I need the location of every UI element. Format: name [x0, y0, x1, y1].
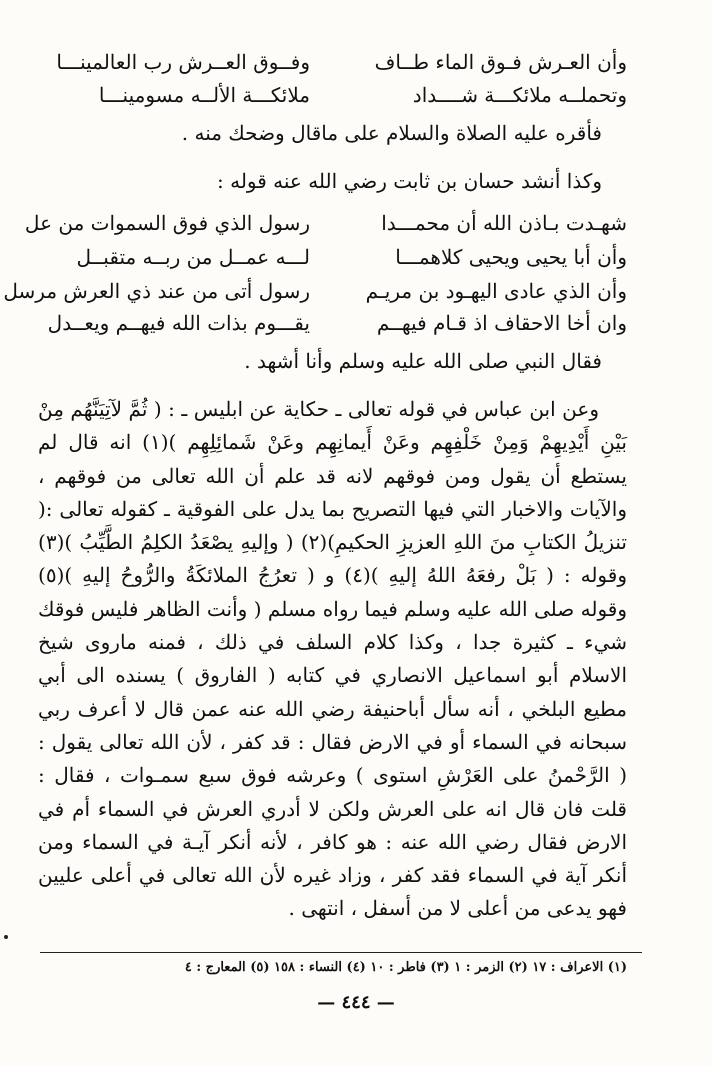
- footnotes: (١) الاعراف : ١٧ (٢) الزمر : ١ (٣) فاطر : ١٠ (٤) النساء : ١٥٨ (٥) المعارج : ٤: [184, 960, 627, 975]
- verse-second-hemistich: يقـــوم بذات الله فيهــم ويعــدل: [47, 311, 310, 335]
- footnote-divider: [40, 952, 642, 953]
- poem-verse: [47, 307, 627, 339]
- page-number: — ٤٤٤ —: [317, 992, 395, 1013]
- verse-first-hemistich: وتحملــه ملائكـــة شــــداد: [412, 83, 627, 107]
- verse-first-hemistich: وان أخا الاحقاف اذ قـام فيهــم: [376, 311, 627, 335]
- body-paragraph: وعن ابن عباس في قوله تعالى ـ حكاية عن ابليس ـ : ( ثُمَّ لآتِيَنَّهُم مِنْ بَيْنِ أَيْدِيهِمْ وَمِنْ خَلْفِهِم وعَنْ أَيمانِهِم وعَنْ شَمائِلِهِم )(١) انه قال لم يستطع أن يقول ومن فوقهم لانه قد علم أن الله تعالى من فوقهم ، والآيات والاخبار التي فيها التصريح بما يدل على الفوقية ـ كقوله تعالى :( تنزيلُ الكتابِ منَ اللهِ العزيزِ الحكيمِ)(٢) ( وإليهِ يصْعَدُ الكلِمُ الطَّيِّبُ )(٣) وقوله : ( بَلْ رفعَهُ اللهُ إليهِ )(٤) و ( تعرُجُ الملائكَةُ والرُّوحُ إليهِ )(٥) وقوله صلى الله عليه وسلم فيما رواه مسلم ( وأنت الظاهر فليس فوقك شيء ـ كثيرة جدا ، وكذا كلام السلف في ذلك ، فمنه ماروى شيخ الاسلام أبو اسماعيل الانصاري في كتابه ( الفاروق ) يسنده الى أبي مطيع البلخي ، أنه سأل أباحنيفة رضي الله عنه عمن قال لا أعرف ربي سبحانه في السماء أو في الارض فقال : قد كفر ، لأن الله تعالى يقول : ( الرَّحْمنُ على العَرْشِ استوى ) وعرشه فوق سبع سمـوات ، فقال : قلت فان قال انه على العرش ولكن لا أدري العرش في السماء أم في الارض فقال رضي الله عنه : هو كافر ، لأنه أنكر آيـة في السماء ومن أنكر آية في السماء فقد كفر ، وزاد غيره لأن الله تعالى في أعلى عليين فهو يدعى من أعلى لا من أسفل ، انتهى .: [38, 397, 628, 921]
- poem-verse: [55, 79, 627, 111]
- verse-first-hemistich: وأن العـرش فـوق الماء طــاف: [374, 50, 627, 74]
- paragraph-hassan-intro: وكذا أنشد حسان بن ثابت رضي الله عنه قوله :: [217, 169, 602, 193]
- main-body-text: [38, 393, 627, 926]
- poem-verse: [3, 275, 627, 307]
- verse-second-hemistich: رسول الذي فوق السموات من عل: [24, 211, 310, 235]
- verse-second-hemistich: وفــوق العــرش رب العالمينـــا: [56, 50, 310, 74]
- verse-second-hemistich: رسول أتى من عند ذي العرش مرسل: [3, 279, 310, 303]
- verse-second-hemistich: لـــه عمــل من ربــه متقبــل: [76, 245, 310, 269]
- verse-second-hemistich: ملائكـــة الألــه مسومينـــا: [98, 83, 310, 107]
- poem-verse: [55, 241, 627, 273]
- poem-verse: [24, 207, 627, 239]
- verse-first-hemistich: وأن أبا يحيى ويحيى كلاهمـــا: [395, 245, 627, 269]
- paragraph-prophet-reply: فقال النبي صلى الله عليه وسلم وأنا أشهد .: [244, 349, 602, 373]
- margin-mark: [4, 935, 8, 939]
- verse-first-hemistich: وأن الذي عادى اليهـود بن مريـم: [365, 279, 627, 303]
- paragraph-approval: فأقره عليه الصلاة والسلام على ماقال وضحك منه .: [181, 121, 602, 145]
- verse-first-hemistich: شهـدت بـاذن الله أن محمـــدا: [381, 211, 627, 235]
- poem-verse: [55, 46, 627, 78]
